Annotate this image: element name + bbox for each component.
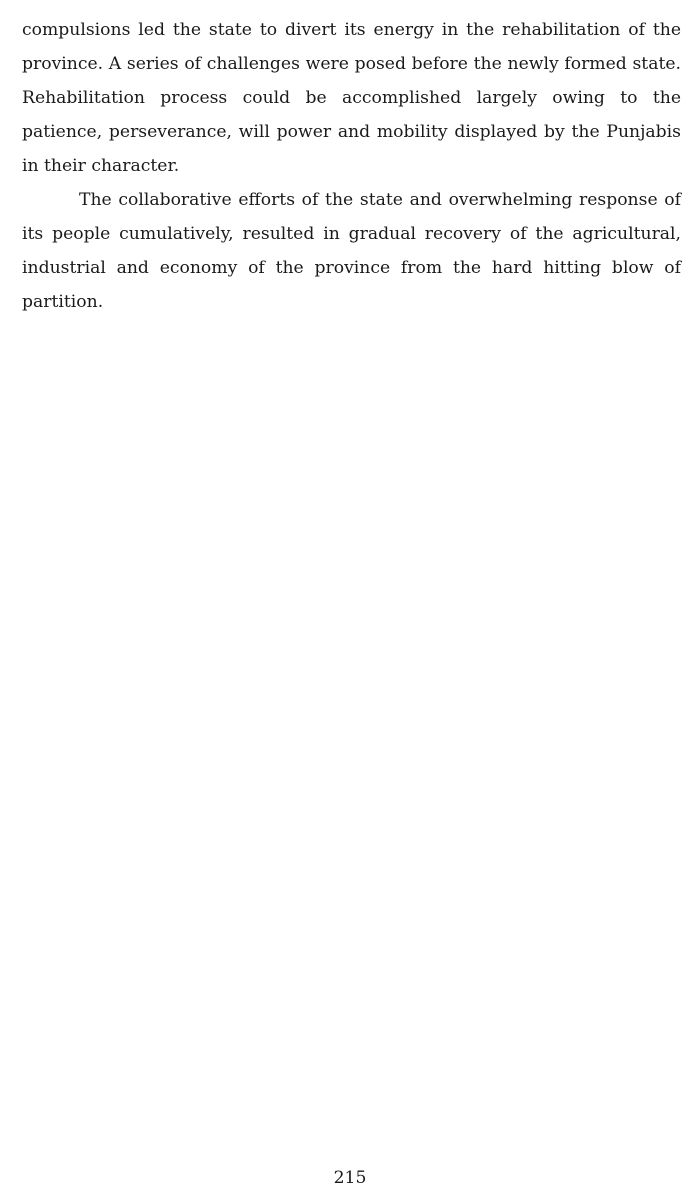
paragraph-continuation: compulsions led the state to divert its energy in the rehabilitation of the province. A series of challenges were posed before the newly formed state. Rehabilitation process could be accomplished largely owing to the patience, perseverance, will power and mobility displayed by the Punjabis in their character. xyxy=(22,20,681,176)
page-number: 215 xyxy=(333,1168,367,1188)
paragraph-collaborative-efforts: The collaborative efforts of the state and overwhelming response of its people cumulatively, resulted in gradual recovery of the agricultural, industrial and economy of the province from the hard hitting blow of partition. xyxy=(22,190,681,312)
body-text xyxy=(22,13,681,319)
